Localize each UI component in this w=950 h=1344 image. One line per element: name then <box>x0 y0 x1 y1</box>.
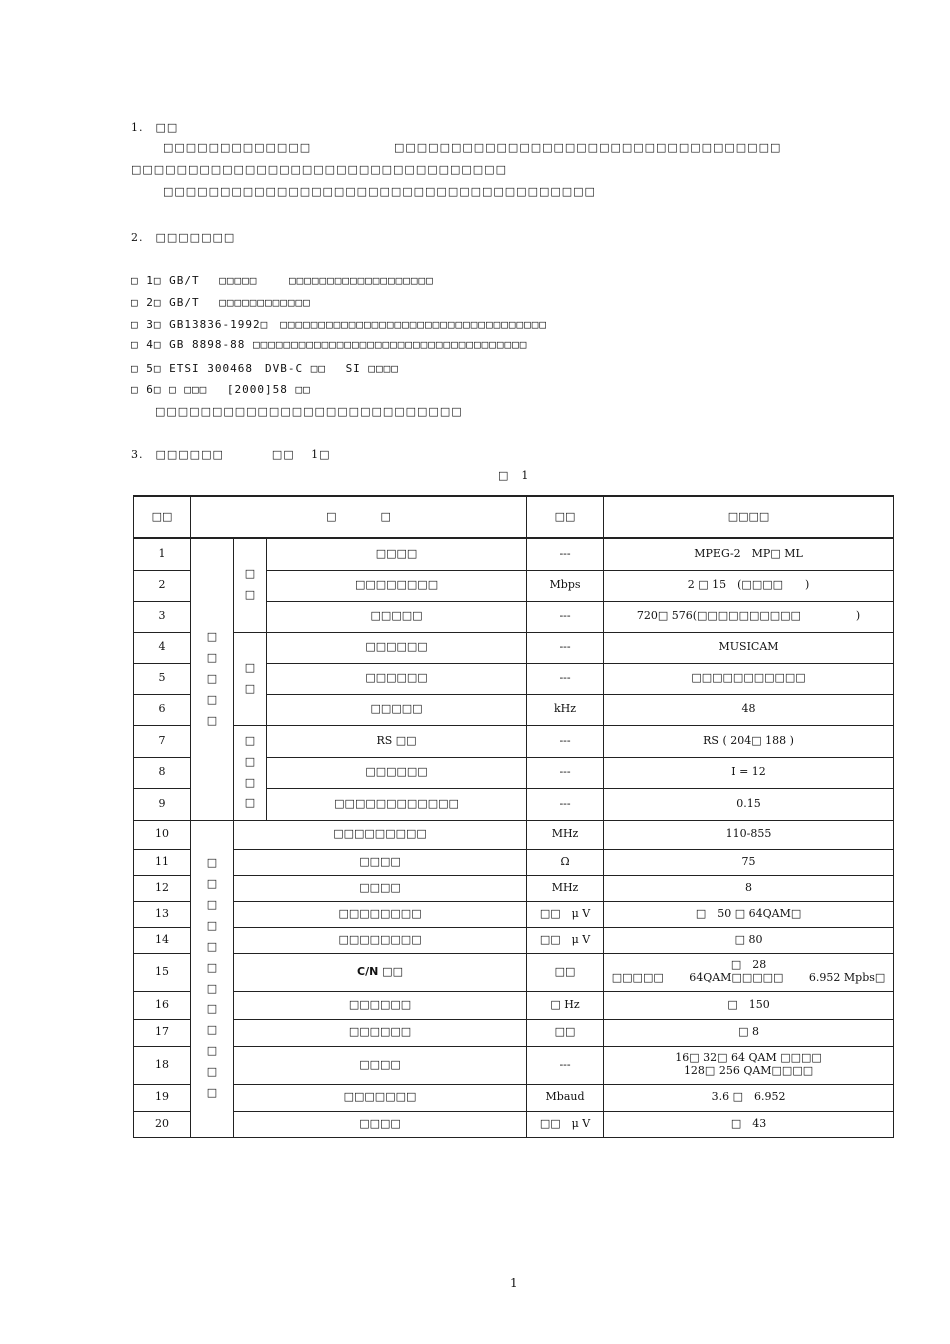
row-no: 9 <box>134 788 191 820</box>
row-value: □ 150 <box>604 991 894 1019</box>
row-no: 13 <box>134 901 191 927</box>
row-value-line: □□□□□ 64QAM□□□□□ 6.952 Mpbs□ <box>611 971 886 984</box>
row-value: 8 <box>604 875 894 901</box>
row-value: 75 <box>604 849 894 875</box>
row-unit: --- <box>527 538 604 570</box>
row-item: □□□□□□ <box>267 757 527 788</box>
row-value: MPEG-2 MP□ ML <box>604 538 894 570</box>
table-caption: □ 1 <box>498 469 530 482</box>
row-no: 4 <box>134 632 191 663</box>
row-no: 16 <box>134 991 191 1019</box>
row-item: □□□□□□□□□ <box>234 820 527 849</box>
row-item: □□□□ <box>234 849 527 875</box>
row-item: □□□□□□□□ <box>234 901 527 927</box>
row-value: 110-855 <box>604 820 894 849</box>
reference-item: □ 6□ □ □□□ [2000]58 □□ <box>131 383 311 396</box>
row-value: 720□ 576(□□□□□□□□□□ ) <box>604 601 894 632</box>
section-1-text: □□□□□□□□□□□□□□□□□□□□□□□□□□□□□□□□□ <box>131 163 507 176</box>
section-2-heading: 2. □□□□□□□ <box>131 231 236 244</box>
row-unit: □□ μ V <box>527 901 604 927</box>
row-no: 3 <box>134 601 191 632</box>
row-no: 11 <box>134 849 191 875</box>
row-item: □□□□ <box>267 538 527 570</box>
row-unit: --- <box>527 757 604 788</box>
group-rf <box>191 820 234 1137</box>
row-value: I = 12 <box>604 757 894 788</box>
row-no: 12 <box>134 875 191 901</box>
table-row <box>134 820 894 849</box>
row-unit: Mbaud <box>527 1084 604 1111</box>
row-unit: MHz <box>527 820 604 849</box>
row-value: RS ( 204□ 188 ) <box>604 725 894 757</box>
row-value: 2 □ 15 (□□□□ ) <box>604 570 894 601</box>
row-no: 19 <box>134 1084 191 1111</box>
row-value-line: 16□ 32□ 64 QAM □□□□ <box>675 1051 822 1065</box>
row-unit: --- <box>527 663 604 694</box>
row-unit: □ Hz <box>527 991 604 1019</box>
row-unit: □□ μ V <box>527 927 604 953</box>
table-row <box>134 901 894 927</box>
header-item: □ □ <box>191 496 527 538</box>
row-unit: □□ <box>527 953 604 991</box>
row-unit: MHz <box>527 875 604 901</box>
row-value: □ 43 <box>604 1111 894 1137</box>
row-value-line: 128□ 256 QAM□□□□ <box>683 1064 814 1077</box>
row-value-line: □ 28 <box>730 958 767 972</box>
header-no: □□ <box>134 496 191 538</box>
reference-item: □ 3□ GB13836-1992□ □□□□□□□□□□□□□□□□□□□□□□□□□□□□□□□□□□□ <box>131 318 547 331</box>
row-unit: --- <box>527 788 604 820</box>
row-value: □ 50 □ 64QAM□ <box>604 901 894 927</box>
table-row <box>134 953 894 991</box>
table-row <box>134 1046 894 1084</box>
row-value: 48 <box>604 694 894 725</box>
row-value <box>604 953 894 991</box>
row-unit: --- <box>527 601 604 632</box>
row-item: □□□□□□□□ <box>267 570 527 601</box>
row-no: 14 <box>134 927 191 953</box>
row-value: 3.6 □ 6.952 <box>604 1084 894 1111</box>
row-value: MUSICAM <box>604 632 894 663</box>
section-1-text: □□□□□□□□□□□□□ <box>163 141 312 154</box>
page-number: 1 <box>510 1276 518 1290</box>
group-audio <box>234 632 267 725</box>
table-row <box>134 538 894 570</box>
row-item: □□□□□□□□ <box>234 927 527 953</box>
table-row <box>134 632 894 663</box>
group-label: □□□□ <box>244 733 256 810</box>
table-row <box>134 927 894 953</box>
table-row <box>134 1084 894 1111</box>
reference-item: □ 4□ GB 8898-88 □□□□□□□□□□□□□□□□□□□□□□□□□□□□□□□□□□□□ <box>131 338 528 351</box>
row-item: □□□□□□ <box>234 991 527 1019</box>
row-value: □ 80 <box>604 927 894 953</box>
group-fec <box>234 725 267 820</box>
table-row <box>134 849 894 875</box>
row-item: □□□□□□□ <box>234 1084 527 1111</box>
row-no: 6 <box>134 694 191 725</box>
section-3-heading: 3. □□□□□□ □□ 1□ <box>131 448 331 461</box>
table-row <box>134 725 894 757</box>
group-label: □□ <box>244 567 256 602</box>
row-value: □ 8 <box>604 1019 894 1046</box>
row-no: 1 <box>134 538 191 570</box>
group-video <box>234 538 267 632</box>
reference-item: □ 5□ ETSI 300468 DVB-C □□ SI □□□□ <box>131 362 399 375</box>
row-value <box>604 1046 894 1084</box>
spec-table <box>133 495 894 1138</box>
group-label: □□□□□□□□□□□□ <box>206 856 218 1099</box>
row-no: 17 <box>134 1019 191 1046</box>
row-no: 7 <box>134 725 191 757</box>
row-unit: Mbps <box>527 570 604 601</box>
row-no: 18 <box>134 1046 191 1084</box>
row-item: □□□□□ <box>267 694 527 725</box>
reference-item: □ 2□ GB/T □□□□□□□□□□□□ <box>131 296 311 309</box>
reference-note: □□□□□□□□□□□□□□□□□□□□□□□□□□□ <box>131 405 463 418</box>
row-unit: Ω <box>527 849 604 875</box>
section-1-text: □□□□□□□□□□□□□□□□□□□□□□□□□□□□□□□□□□□□□□ <box>163 185 596 198</box>
table-row <box>134 875 894 901</box>
row-no: 2 <box>134 570 191 601</box>
row-value: 0.15 <box>604 788 894 820</box>
group-label: □□□□□ <box>206 630 218 727</box>
row-unit: □□ μ V <box>527 1111 604 1137</box>
table-row <box>134 1111 894 1137</box>
row-item: □□□□ <box>234 875 527 901</box>
header-unit: □□ <box>527 496 604 538</box>
row-item: RS □□ <box>267 725 527 757</box>
row-item: C/N □□ <box>234 953 527 991</box>
row-item: □□□□ <box>234 1111 527 1137</box>
row-unit: kHz <box>527 694 604 725</box>
table-row <box>134 991 894 1019</box>
group-decoder <box>191 538 234 820</box>
row-unit: --- <box>527 725 604 757</box>
row-item: □□□□□□ <box>234 1019 527 1046</box>
row-unit: □□ <box>527 1019 604 1046</box>
row-no: 10 <box>134 820 191 849</box>
row-unit: --- <box>527 1046 604 1084</box>
row-value: □□□□□□□□□□□ <box>604 663 894 694</box>
row-unit: --- <box>527 632 604 663</box>
section-1-text: □□□□□□□□□□□□□□□□□□□□□□□□□□□□□□□□□□ <box>394 141 782 154</box>
row-no: 5 <box>134 663 191 694</box>
row-no: 8 <box>134 757 191 788</box>
row-item: □□□□□□ <box>267 663 527 694</box>
header-value: □□□□ <box>604 496 894 538</box>
row-item: □□□□ <box>234 1046 527 1084</box>
table-header-row <box>134 496 894 538</box>
section-1-heading: 1. □□ <box>131 121 179 134</box>
row-no: 20 <box>134 1111 191 1137</box>
row-item: □□□□□□□□□□□□ <box>267 788 527 820</box>
group-label: □□ <box>244 660 256 695</box>
table-row <box>134 1019 894 1046</box>
row-no: 15 <box>134 953 191 991</box>
row-item: □□□□□ <box>267 601 527 632</box>
row-item: □□□□□□ <box>267 632 527 663</box>
reference-item: □ 1□ GB/T □□□□□ □□□□□□□□□□□□□□□□□□□ <box>131 274 434 287</box>
